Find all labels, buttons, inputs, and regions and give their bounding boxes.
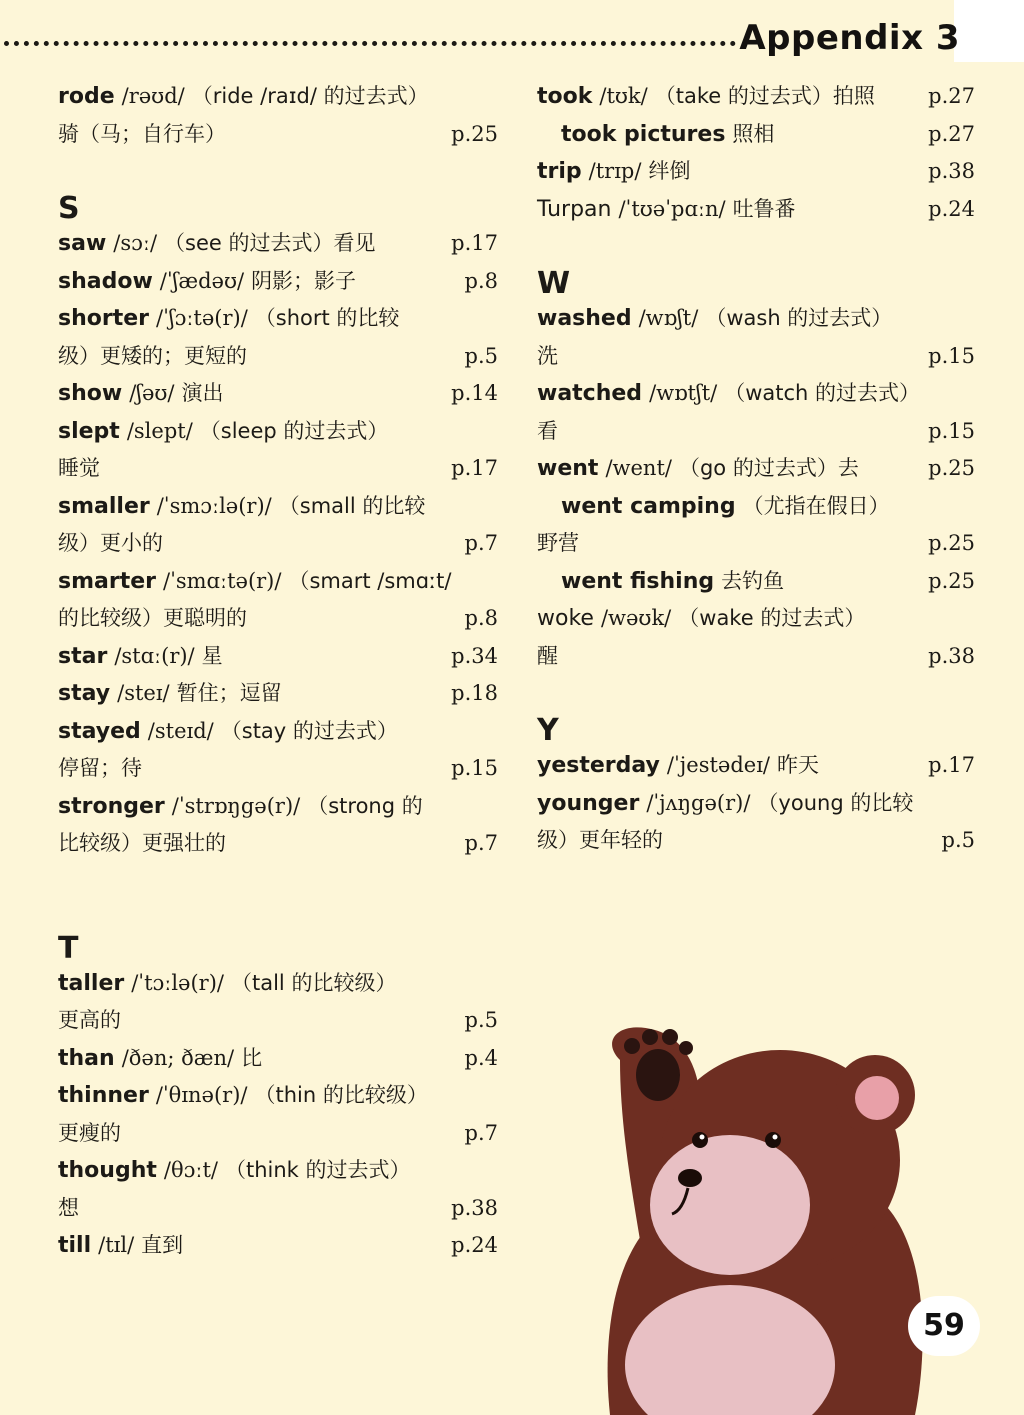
headword: took bbox=[537, 84, 593, 109]
page-reference: p.25 bbox=[928, 456, 975, 480]
word-entry bbox=[58, 375, 498, 413]
definition-text: 演出 bbox=[181, 381, 224, 405]
definition-text: 暂住；逗留 bbox=[176, 681, 282, 705]
page-reference: p.17 bbox=[451, 456, 498, 480]
word-entry bbox=[58, 225, 498, 263]
definition-text: （ride /raɪd/ 的过去式） bbox=[191, 84, 429, 108]
gloss-line bbox=[537, 638, 975, 676]
word-entry bbox=[58, 563, 498, 601]
page-reference: p.38 bbox=[451, 1195, 498, 1220]
word-entry bbox=[58, 638, 498, 676]
section-spacer bbox=[58, 863, 498, 893]
gloss-line bbox=[58, 1190, 498, 1228]
definition-text: 星 bbox=[201, 643, 223, 668]
phonetic: /ˈstrɒŋgə(r)/ bbox=[171, 793, 301, 818]
headword: stayed bbox=[58, 718, 141, 744]
header-corner bbox=[954, 0, 1024, 62]
section-letter: W bbox=[537, 266, 571, 301]
headword: saw bbox=[58, 231, 107, 256]
page-reference: p.17 bbox=[928, 753, 975, 777]
word-entry bbox=[58, 488, 498, 526]
section-letter: Y bbox=[537, 713, 559, 748]
headword: trip bbox=[537, 159, 582, 184]
page-reference: p.25 bbox=[928, 568, 975, 593]
headword: taller bbox=[58, 970, 125, 996]
definition-text: 想 bbox=[58, 1195, 79, 1220]
definition-text: 照相 bbox=[732, 121, 775, 146]
headword: shadow bbox=[58, 268, 153, 294]
headword: shorter bbox=[58, 306, 150, 331]
definition-text: 的比较级）更聪明的 bbox=[58, 606, 247, 630]
word-entry bbox=[58, 965, 498, 1003]
page-reference: p.24 bbox=[451, 1233, 498, 1257]
word-entry bbox=[537, 747, 975, 785]
definition-text: 更瘦的 bbox=[58, 1120, 121, 1145]
definition-text: 级）更小的 bbox=[58, 531, 163, 555]
gloss-line bbox=[58, 600, 498, 638]
phonetic: /ðən; ðæn/ bbox=[121, 1045, 235, 1070]
headword: went fishing bbox=[561, 568, 715, 594]
word-entry bbox=[537, 191, 975, 229]
phonetic: /ˈʃɔːtə(r)/ bbox=[156, 306, 248, 330]
word-entry bbox=[58, 1152, 498, 1190]
definition-text: 比 bbox=[241, 1045, 263, 1070]
word-entry bbox=[58, 675, 498, 713]
word-entry bbox=[58, 78, 498, 116]
phrase-entry bbox=[537, 563, 975, 601]
definition-text: 比较级）更强壮的 bbox=[58, 831, 226, 855]
page-reference: p.7 bbox=[464, 1120, 498, 1145]
word-entry bbox=[537, 300, 975, 338]
definition-text: 昨天 bbox=[777, 753, 819, 777]
word-entry bbox=[58, 1227, 498, 1265]
definition-text: 睡觉 bbox=[58, 456, 100, 480]
word-entry bbox=[537, 375, 975, 413]
headword: thinner bbox=[58, 1083, 149, 1108]
phonetic: /wɒʃt/ bbox=[638, 306, 699, 330]
definition-text: 吐鲁番 bbox=[732, 196, 796, 221]
page-reference: p.7 bbox=[464, 531, 498, 555]
phonetic: /steɪ/ bbox=[117, 681, 170, 705]
definition-text: （stay 的过去式） bbox=[220, 718, 398, 743]
phonetic: /ʃəʊ/ bbox=[129, 381, 175, 405]
definition-text: （watch 的过去式） bbox=[724, 381, 921, 405]
gloss-line bbox=[58, 1002, 498, 1040]
definition-text: 阴影；影子 bbox=[251, 268, 357, 293]
phonetic: /went/ bbox=[605, 456, 672, 480]
page-reference: p.38 bbox=[928, 159, 975, 183]
phonetic: /ˈsmɔːlə(r)/ bbox=[156, 493, 272, 518]
page-reference: p.17 bbox=[451, 231, 498, 255]
bear-illustration bbox=[580, 1020, 940, 1415]
page-title: Appendix 3 bbox=[739, 18, 960, 58]
page-reference: p.4 bbox=[464, 1045, 498, 1070]
phrase-entry bbox=[537, 116, 975, 154]
headword: washed bbox=[537, 306, 632, 331]
section-spacer bbox=[58, 153, 498, 183]
definition-text: 更高的 bbox=[58, 1008, 121, 1032]
page-reference: p.8 bbox=[464, 268, 498, 293]
headword: than bbox=[58, 1045, 115, 1071]
phonetic: /θɔːt/ bbox=[163, 1158, 218, 1182]
page-reference: p.15 bbox=[928, 343, 975, 368]
word-entry bbox=[58, 300, 498, 338]
section-spacer bbox=[537, 228, 975, 258]
definition-text: （go 的过去式）去 bbox=[678, 456, 859, 480]
headword: younger bbox=[537, 790, 640, 816]
headword: went bbox=[537, 456, 599, 481]
definition-text: 骑（马；自行车） bbox=[58, 121, 226, 146]
section-spacer bbox=[58, 893, 498, 923]
phonetic: /ˈsmɑːtə(r)/ bbox=[163, 568, 282, 593]
definition-text: （young 的比较 bbox=[757, 790, 914, 815]
gloss-line bbox=[58, 338, 498, 376]
phonetic: /ˈʃædəʊ/ bbox=[159, 268, 245, 293]
phonetic: /ˈjʌŋgə(r)/ bbox=[646, 790, 751, 815]
word-entry bbox=[537, 450, 975, 488]
page-reference: p.7 bbox=[464, 831, 498, 855]
phonetic: /slept/ bbox=[126, 418, 193, 443]
headword: till bbox=[58, 1233, 92, 1258]
gloss-line bbox=[537, 338, 975, 376]
page-reference: p.38 bbox=[928, 643, 975, 668]
definition-text: （short 的比较 bbox=[254, 306, 400, 330]
phonetic: /sɔː/ bbox=[113, 231, 158, 255]
page-reference: p.27 bbox=[928, 84, 975, 108]
headword: Turpan bbox=[537, 196, 612, 222]
definition-text: 醒 bbox=[537, 643, 558, 668]
gloss-line bbox=[58, 116, 498, 154]
definition-text: （tall 的比较级） bbox=[231, 970, 397, 995]
page-reference: p.18 bbox=[451, 681, 498, 705]
headword: thought bbox=[58, 1158, 157, 1183]
gloss-line bbox=[537, 822, 975, 860]
definition-text: （take 的过去式）拍照 bbox=[654, 84, 875, 108]
phonetic: /ˈjestədeɪ/ bbox=[666, 753, 770, 777]
headword: watched bbox=[537, 381, 643, 406]
headword: took pictures bbox=[561, 121, 726, 147]
phonetic: /wəʊk/ bbox=[600, 606, 672, 630]
definition-text: 级）更矮的；更短的 bbox=[58, 343, 247, 368]
phonetic: /tɪl/ bbox=[98, 1233, 135, 1257]
word-entry bbox=[58, 413, 498, 451]
page-reference: p.5 bbox=[464, 1008, 498, 1032]
definition-text: 去钓鱼 bbox=[721, 568, 785, 593]
page-reference: p.24 bbox=[928, 196, 975, 221]
word-entry bbox=[58, 788, 498, 826]
gloss-line bbox=[58, 450, 498, 488]
phonetic: /ˈtʊəˈpɑːn/ bbox=[618, 196, 726, 221]
definition-text: 直到 bbox=[141, 1233, 184, 1257]
phonetic: /tʊk/ bbox=[599, 84, 648, 108]
definition-text: （think 的过去式） bbox=[224, 1158, 411, 1182]
page-reference: p.8 bbox=[464, 606, 498, 630]
definition-text: 停留；待 bbox=[58, 756, 142, 780]
left-column bbox=[58, 78, 498, 1265]
page-reference: p.25 bbox=[451, 121, 498, 146]
gloss-line bbox=[58, 750, 498, 788]
definition-text: 洗 bbox=[537, 343, 558, 368]
definition-text: （strong 的 bbox=[307, 793, 423, 818]
gloss-line bbox=[537, 413, 975, 451]
definition-text: （small 的比较 bbox=[278, 493, 426, 518]
headword: rode bbox=[58, 84, 115, 109]
page-reference: p.27 bbox=[928, 121, 975, 146]
page-reference: p.34 bbox=[451, 643, 498, 668]
header-dotted-rule bbox=[4, 41, 736, 46]
page-reference: p.25 bbox=[928, 531, 975, 555]
headword: stronger bbox=[58, 793, 165, 819]
section-letter: S bbox=[58, 191, 80, 226]
word-entry bbox=[537, 600, 975, 638]
gloss-line bbox=[58, 1115, 498, 1153]
page-reference: p.5 bbox=[941, 828, 975, 852]
phonetic: /stɑː(r)/ bbox=[114, 643, 195, 668]
page-number: 59 bbox=[908, 1296, 980, 1356]
definition-text: （wake 的过去式） bbox=[678, 606, 866, 630]
phonetic: /ˈtɔːlə(r)/ bbox=[131, 970, 224, 995]
headword: yesterday bbox=[537, 753, 660, 778]
page-reference: p.5 bbox=[464, 343, 498, 368]
definition-text: （see 的过去式）看见 bbox=[164, 231, 376, 255]
gloss-line bbox=[58, 525, 498, 563]
headword: stay bbox=[58, 681, 111, 706]
headword: woke bbox=[537, 606, 594, 631]
gloss-line bbox=[537, 525, 975, 563]
page-reference: p.14 bbox=[451, 381, 498, 405]
page-reference: p.15 bbox=[451, 756, 498, 780]
phonetic: /ˈθɪnə(r)/ bbox=[155, 1083, 248, 1107]
word-entry bbox=[58, 713, 498, 751]
headword: smarter bbox=[58, 568, 157, 594]
word-entry bbox=[58, 1077, 498, 1115]
definition-text: （thin 的比较级） bbox=[254, 1083, 428, 1107]
headword: slept bbox=[58, 418, 120, 444]
word-entry bbox=[537, 153, 975, 191]
section-letter: T bbox=[58, 930, 79, 966]
phonetic: /wɒtʃt/ bbox=[649, 381, 718, 405]
word-entry bbox=[537, 785, 975, 823]
headword: went camping bbox=[561, 493, 736, 519]
definition-text: （尤指在假日） bbox=[742, 493, 890, 518]
right-column bbox=[537, 78, 975, 860]
definition-text: 看 bbox=[537, 418, 558, 443]
word-entry bbox=[537, 78, 975, 116]
definition-text: 级）更年轻的 bbox=[537, 828, 663, 852]
phonetic: /trɪp/ bbox=[588, 159, 642, 183]
headword: star bbox=[58, 643, 108, 669]
gloss-line bbox=[58, 825, 498, 863]
definition-text: 野营 bbox=[537, 531, 579, 555]
phrase-entry bbox=[537, 488, 975, 526]
section-spacer bbox=[537, 675, 975, 705]
headword: smaller bbox=[58, 493, 150, 519]
headword: show bbox=[58, 381, 123, 406]
word-entry bbox=[58, 1040, 498, 1078]
word-entry bbox=[58, 263, 498, 301]
phonetic: /steɪd/ bbox=[147, 718, 214, 743]
definition-text: （wash 的过去式） bbox=[705, 306, 893, 330]
definition-text: （sleep 的过去式） bbox=[199, 418, 389, 443]
definition-text: （smart /smɑːt/ bbox=[288, 568, 452, 593]
phonetic: /rəʊd/ bbox=[121, 84, 185, 108]
page-reference: p.15 bbox=[928, 418, 975, 443]
definition-text: 绊倒 bbox=[648, 159, 691, 183]
